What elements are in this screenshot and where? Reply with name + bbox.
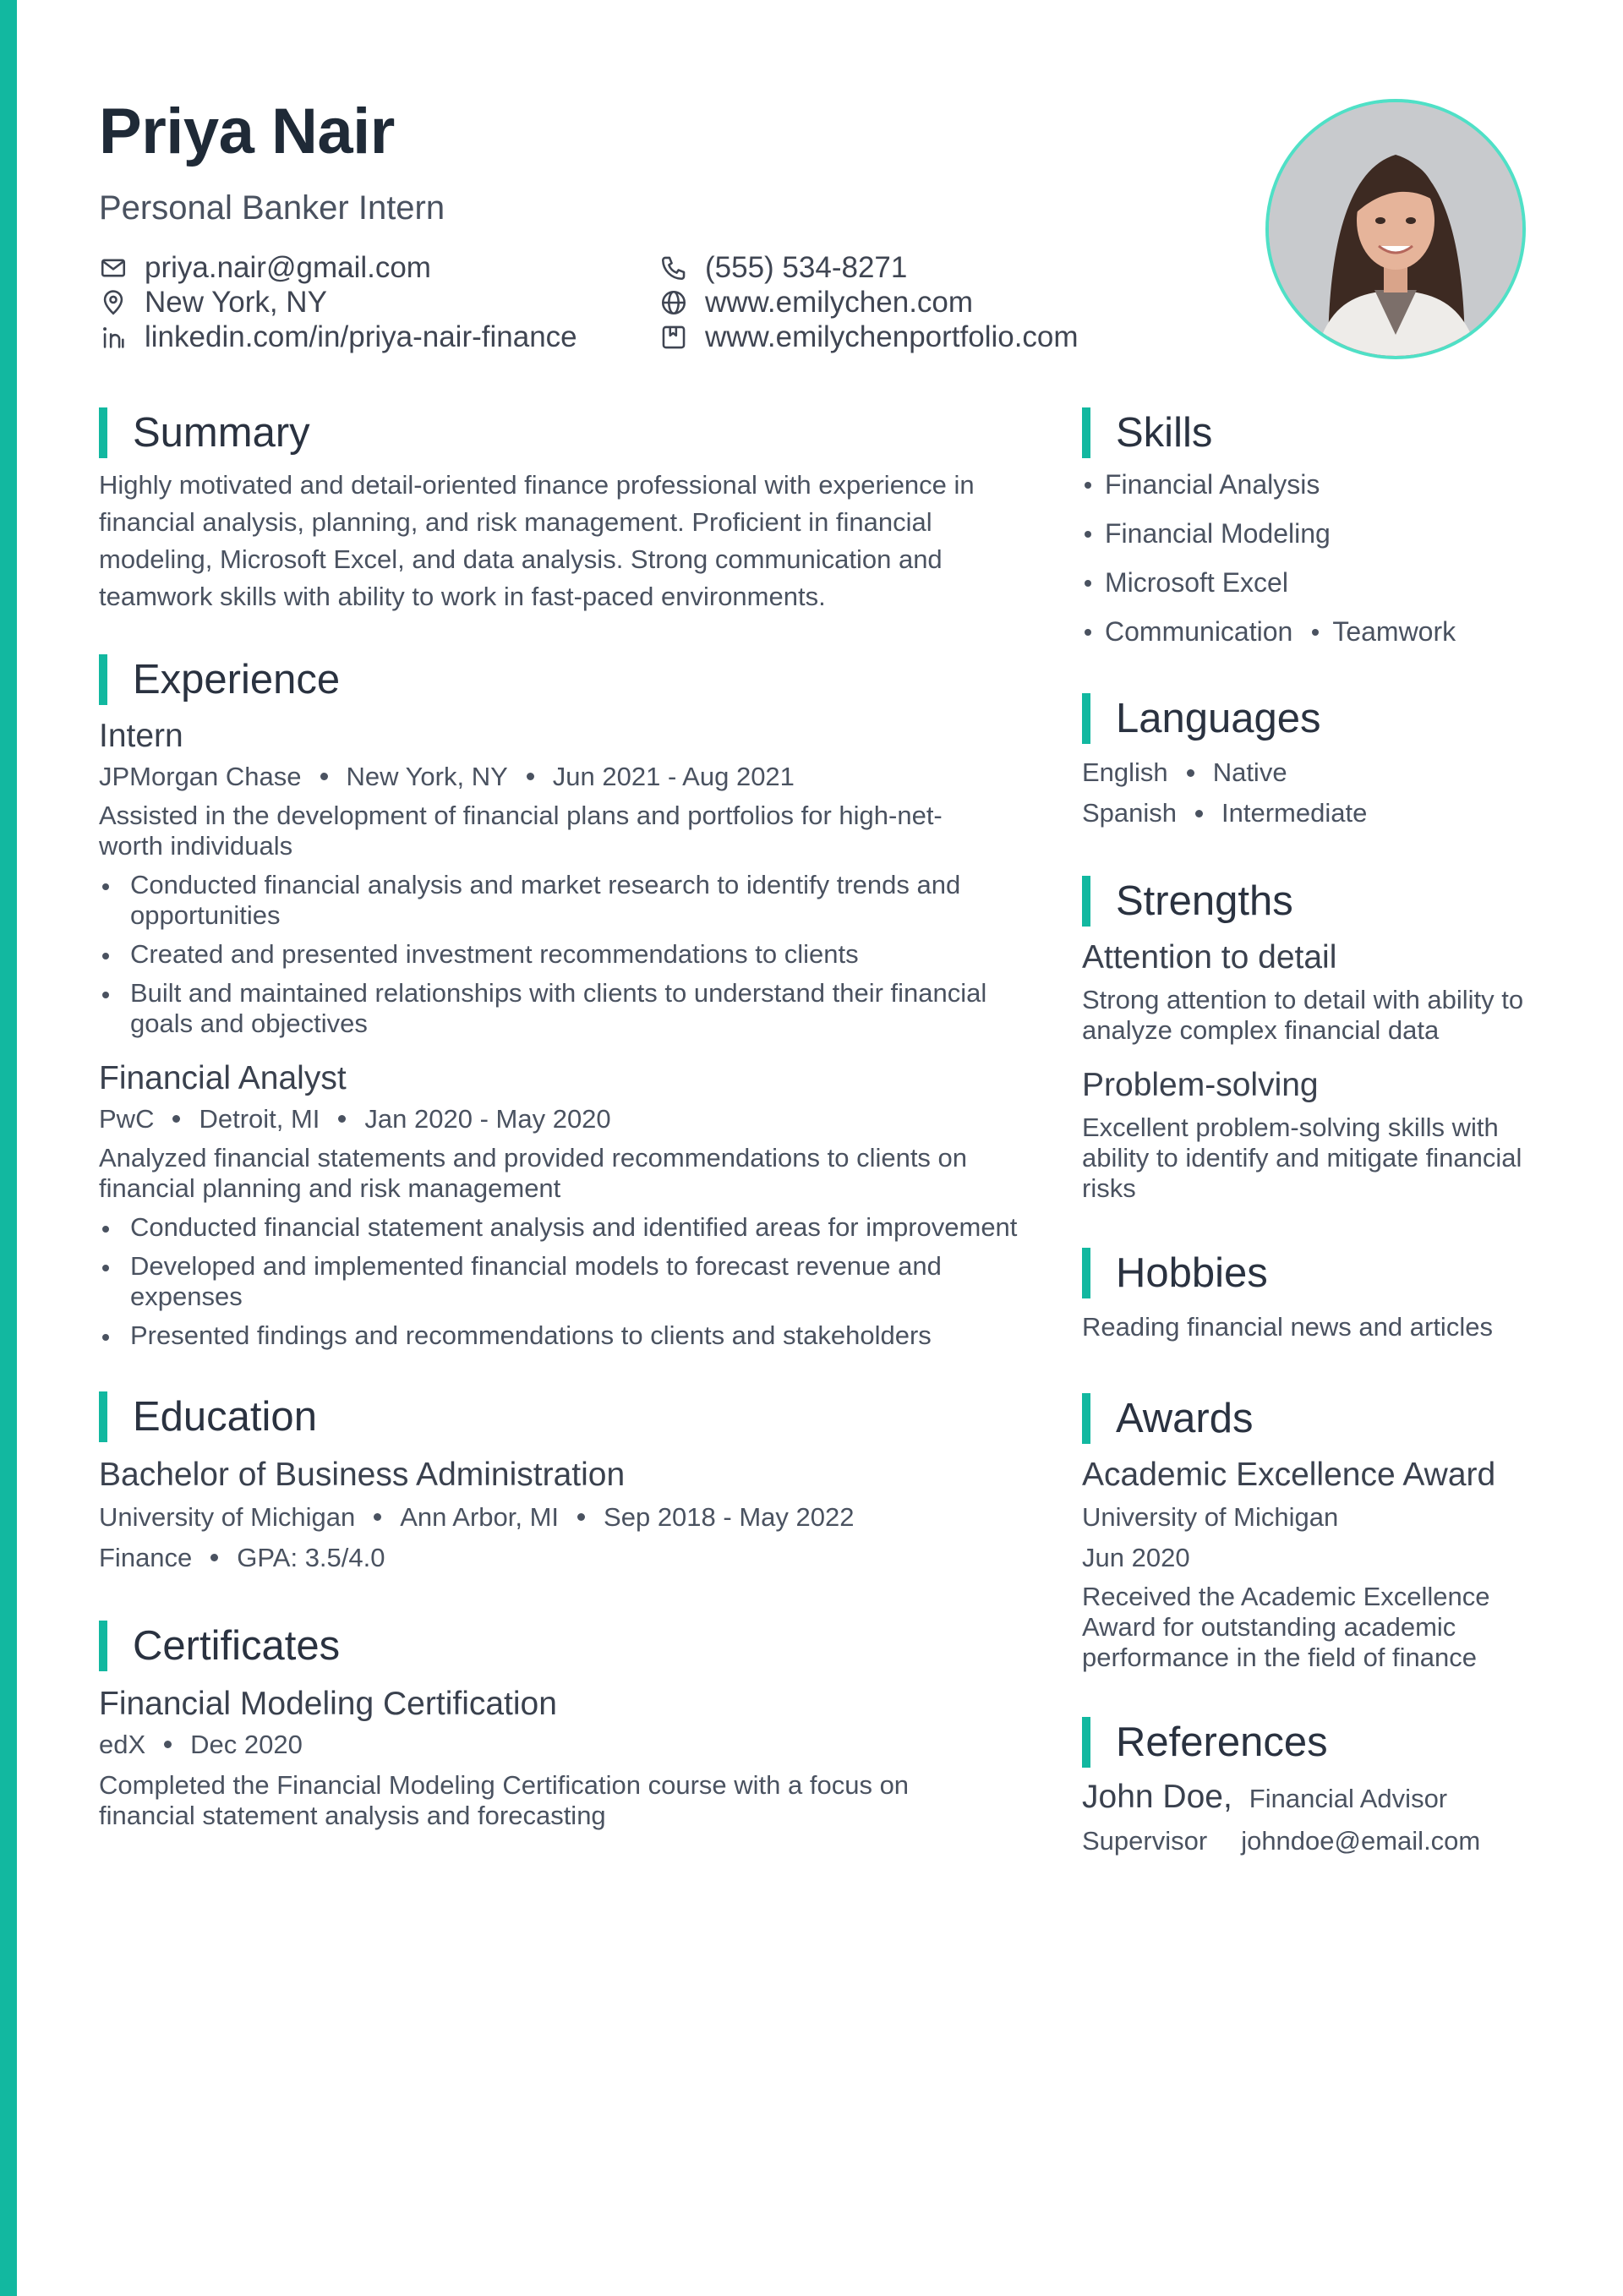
contact-email[interactable] [99,252,659,284]
strength-title: Problem-solving [1082,1066,1319,1103]
separator-dot [172,1115,180,1123]
job-description: Analyzed financial statements and provided recommendations to clients on financial planning and risk management [99,1142,968,1203]
job-bullet: Built and maintained relationships with clients to understand their financial goals and objectives [99,978,1037,1039]
summary-heading-text: Summary [133,410,310,456]
certificates-heading-text: Certificates [133,1622,341,1669]
education-details [99,1543,1037,1573]
job-bullets [99,870,1037,1039]
strength-text: Strong attention to detail with ability to analyze complex financial data [1082,984,1524,1045]
language-row [1082,798,1555,828]
job-entry [99,719,1037,1039]
reference-relation: Supervisor [1082,1825,1208,1856]
skills-heading [1082,407,1555,458]
contact-website-text: www.emilychen.com [705,286,974,319]
location-icon [99,288,128,317]
award-description: Received the Academic Excellence Award for outstanding academic performance in the field of finance [1082,1581,1490,1672]
awards-section [1082,1393,1555,1673]
certificate-meta [99,1730,1037,1760]
certificates-heading [99,1621,1037,1671]
candidate-name: Priya Nair [99,96,395,167]
education-section [99,1391,1037,1573]
contact-list [99,252,1156,353]
certificate-description: Completed the Financial Modeling Certification course with a focus on financial statement analysis and forecasting [99,1769,910,1830]
heading-accent-bar [1082,693,1090,744]
certificate-title: Financial Modeling Certification [99,1685,557,1722]
certificates-section [99,1621,1037,1831]
education-field: Finance [99,1542,193,1572]
contact-location [99,287,659,319]
separator-dot [210,1554,218,1561]
heading-accent-bar [1082,1248,1090,1298]
summary-heading [99,407,1037,458]
education-heading [99,1391,1037,1442]
education-heading-text: Education [133,1393,317,1440]
education-school: University of Michigan [99,1501,356,1532]
contact-website[interactable] [659,287,1167,319]
heading-accent-bar [1082,1717,1090,1768]
job-company: PwC [99,1103,155,1134]
skill-item: Communication [1082,607,1292,656]
skill-item: Microsoft Excel [1082,558,1555,607]
reference-role: Financial Advisor [1249,1783,1448,1813]
reference-name-row [1082,1779,1555,1816]
job-description: Assisted in the development of financial plans and portfolios for high-net-worth individuals [99,800,943,861]
awards-heading-text: Awards [1116,1395,1254,1441]
language-name: Spanish [1082,798,1178,828]
job-meta [99,1104,1037,1134]
job-bullet: Developed and implemented financial models to forecast revenue and expenses [99,1251,1029,1312]
heading-accent-bar [1082,407,1090,458]
job-bullet: Conducted financial analysis and market research to identify trends and opportunities [99,870,1037,931]
strength-title: Attention to detail [1082,939,1337,976]
job-location: Detroit, MI [199,1103,320,1134]
profile-photo [1265,99,1526,359]
job-title: Financial Analyst [99,1059,347,1096]
job-meta [99,762,1037,792]
references-section [1082,1717,1555,1856]
separator-dot [320,773,328,780]
summary-section [99,407,1037,615]
linkedin-icon [99,323,128,352]
phone-icon [659,254,688,282]
portfolio-icon [659,323,688,352]
mail-icon [99,254,128,282]
degree-title: Bachelor of Business Administration [99,1456,626,1493]
heading-accent-bar [99,407,107,458]
right-column [1082,407,1555,1856]
summary-text: Highly motivated and detail-oriented finance professional with experience in financial analysis, planning, and risk management. Proficient in financial modeling, Microsoft Excel, and data analysis. Strong communication and teamwork skills with ability to work in fast-paced environments. [99,470,975,611]
separator-dot [1195,810,1203,817]
job-dates: Jun 2021 - Aug 2021 [552,761,795,791]
left-column [99,407,1037,1831]
award-date: Jun 2020 [1082,1542,1190,1572]
job-bullet: Created and presented investment recommendations to clients [99,939,1037,970]
skills-section [1082,407,1555,656]
hobbies-heading-text: Hobbies [1116,1249,1268,1296]
skill-item: Teamwork [1309,607,1456,656]
references-heading [1082,1717,1555,1768]
separator-dot [164,1741,172,1748]
reference-email[interactable]: johndoe@email.com [1241,1825,1481,1856]
strengths-section [1082,876,1555,1204]
award-title: Academic Excellence Award [1082,1456,1496,1493]
hobbies-heading [1082,1248,1555,1298]
job-company: JPMorgan Chase [99,761,302,791]
reference-name: John Doe, [1082,1778,1232,1815]
heading-accent-bar [99,1391,107,1442]
education-dates: Sep 2018 - May 2022 [604,1501,855,1532]
contact-phone-text: (555) 534-8271 [705,251,908,284]
strength-text: Excellent problem-solving skills with ability to identify and mitigate financial risks [1082,1112,1522,1203]
heading-accent-bar [1082,876,1090,927]
skills-list [1082,460,1555,656]
separator-dot [577,1513,585,1521]
language-name: English [1082,757,1168,787]
job-bullet: Conducted financial statement analysis and identified areas for improvement [99,1212,1029,1243]
language-row [1082,757,1555,788]
separator-dot [338,1115,346,1123]
contact-linkedin[interactable] [99,321,659,353]
language-level: Native [1212,757,1287,787]
references-heading-text: References [1116,1719,1328,1765]
certificate-issuer: edX [99,1729,146,1759]
skill-item: Financial Modeling [1082,509,1555,558]
contact-phone[interactable] [659,252,1167,284]
accent-side-bar [0,0,17,2296]
hobbies-section [1082,1248,1555,1342]
skill-item: Financial Analysis [1082,460,1555,509]
separator-dot [1187,769,1194,777]
awards-heading [1082,1393,1555,1444]
experience-heading-text: Experience [133,657,341,702]
education-location: Ann Arbor, MI [400,1501,560,1532]
candidate-title: Personal Banker Intern [99,189,445,227]
job-entry [99,1061,1037,1351]
languages-heading-text: Languages [1116,696,1321,741]
education-gpa: GPA: 3.5/4.0 [237,1542,385,1572]
contact-location-text: New York, NY [145,286,327,319]
job-dates: Jan 2020 - May 2020 [364,1103,611,1134]
heading-accent-bar [1082,1393,1090,1444]
skills-row [1082,607,1555,656]
experience-section [99,654,1037,1351]
language-level: Intermediate [1221,798,1368,828]
strengths-heading [1082,876,1555,927]
reference-contact-row [1082,1826,1555,1856]
separator-dot [527,773,534,780]
award-org: University of Michigan [1082,1501,1339,1532]
education-meta [99,1502,1037,1533]
job-bullet: Presented findings and recommendations to clients and stakeholders [99,1320,1029,1351]
resume-page [99,0,1553,2296]
contact-portfolio-text: www.emilychenportfolio.com [705,320,1079,353]
heading-accent-bar [99,654,107,705]
experience-heading [99,654,1037,705]
heading-accent-bar [99,1621,107,1671]
job-location: New York, NY [346,761,508,791]
certificate-date: Dec 2020 [190,1729,303,1759]
job-bullets [99,1212,1029,1351]
separator-dot [374,1513,381,1521]
contact-portfolio[interactable] [659,321,1167,353]
contact-email-text: priya.nair@gmail.com [145,251,431,284]
skills-heading-text: Skills [1116,410,1213,456]
strengths-heading-text: Strengths [1116,878,1293,924]
contact-linkedin-text: linkedin.com/in/priya-nair-finance [145,320,577,353]
hobbies-text: Reading financial news and articles [1082,1311,1493,1342]
globe-icon [659,288,688,317]
languages-heading [1082,693,1555,744]
languages-section [1082,693,1555,828]
job-title: Intern [99,718,183,754]
